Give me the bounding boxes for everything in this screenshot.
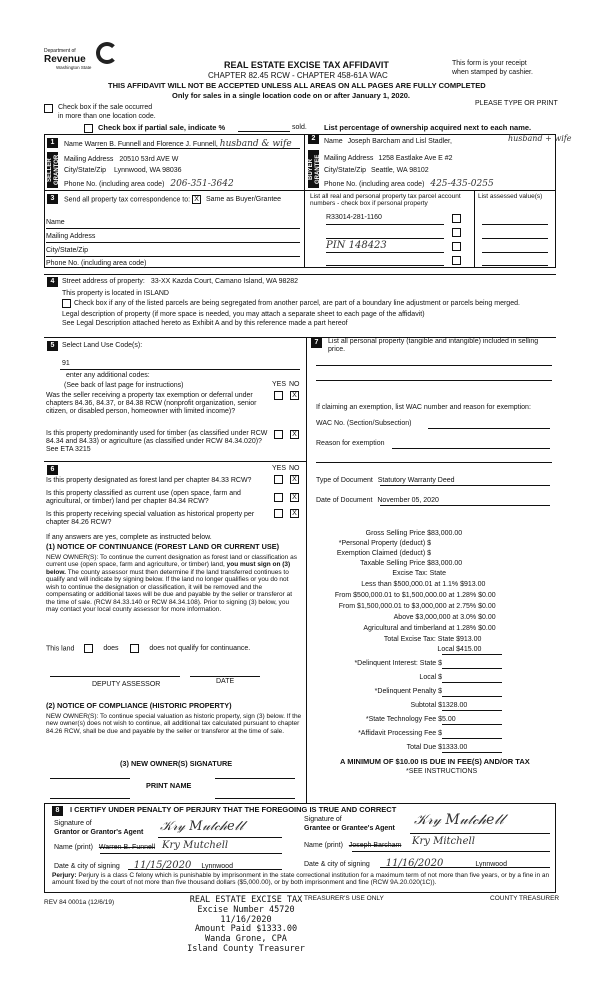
s3-city-label: City/State/Zip — [46, 247, 89, 254]
continuance-body — [46, 554, 302, 614]
section-1-number: 1 — [47, 138, 58, 148]
personal-label: *Personal Property (deduct) $ — [338, 540, 431, 547]
doc-type-value[interactable]: Statutory Warranty Deed — [377, 477, 455, 484]
warning-text: THIS AFFIDAVIT WILL NOT BE ACCEPTED UNLESS ALL AREAS ON ALL PAGES ARE FULLY COMPLETED — [108, 81, 486, 90]
grantee-sig-label-2: Grantee or Grantee's Agent — [304, 825, 395, 832]
parcels-header: List all real and personal property tax parcel account numbers - check box if personal property — [310, 193, 461, 208]
stamp-line-3: 11/16/2020 — [220, 914, 272, 925]
logo-line2: Revenue — [44, 54, 86, 65]
grantee-sig-label-1: Signature of — [304, 816, 342, 823]
local-value[interactable]: 415.00 — [460, 646, 482, 653]
tier-1-value[interactable]: 913.00 — [464, 581, 486, 588]
buyer-phone-label: Phone No. (including area code) — [324, 181, 425, 188]
section-8-number: 8 — [52, 806, 63, 816]
section-7-number: 7 — [311, 338, 322, 348]
perjury-notice — [52, 872, 552, 887]
excise-state-label: Excise Tax: State — [392, 570, 446, 577]
seller-mailing-value[interactable]: 20510 53rd AVE W — [119, 156, 179, 163]
doc-date-row — [316, 497, 439, 505]
parcel-2-personal-checkbox[interactable] — [452, 228, 461, 237]
interest-local-label: Local $ — [419, 674, 442, 681]
legal-description-label: Legal description of property (if more space is needed, you may attach a separate sheet to each page of the affidavit) — [62, 311, 425, 318]
continuance-text-b: The county assessor must then determine if the land transferred continues to qualify and will indicate by signing below. If the land no longer qualifies or you do not wish to continue the designation or classification, it will be removed and the compensating or additional taxes will be due and payable by the seller or transferor at the time of sale. (RCW 84.33.140 or RCW 84.34.108). Prior to signing (3) below, you may contact your local county assessor for more information. — [46, 568, 293, 614]
taxable-label: Taxable Selling Price $ — [360, 560, 431, 567]
logo-line3: Washington State — [56, 65, 92, 70]
buyer-mailing-label: Mailing Address — [324, 155, 374, 162]
local-label: Local $ — [437, 646, 460, 653]
same-as-buyer-checkbox[interactable]: X — [192, 195, 201, 204]
land-use-code[interactable]: 91 — [62, 360, 70, 367]
continuance-text-a: NEW OWNER(S): To continue the current designation as forest land or classification as current use (open space, farm and agriculture, or timber) land, — [46, 554, 297, 569]
partial-sale-label: Check box if partial sale, indicate % — [98, 123, 226, 132]
multi-location-label-1: Check box if the sale occurred — [58, 104, 153, 111]
doc-type-label: Type of Document — [316, 477, 373, 484]
dor-logo — [44, 40, 134, 74]
section-4-number: 4 — [47, 277, 58, 287]
land-use-label: Select Land Use Code(s): — [62, 342, 143, 349]
continuance-bold: you must sign on (3) below. — [46, 561, 291, 576]
seller-side-label: SELLER GRANTOR — [47, 152, 58, 188]
buyer-name-label: Name — [324, 138, 343, 145]
grantor-city[interactable]: Lynnwood — [201, 863, 233, 870]
grantee-print-row — [304, 842, 401, 850]
total-due-value[interactable]: 1333.00 — [442, 744, 468, 751]
assessed-values-header: List assessed value(s) — [478, 193, 543, 200]
section-5-number: 5 — [47, 341, 58, 351]
buyer-name-value[interactable]: Joseph Barcham and Lisl Stadler, — [347, 138, 452, 145]
s6-question-3: Is this property receiving special valuation as historical property per chapter 84.26 RCW? — [46, 511, 255, 527]
partial-sale-checkbox[interactable] — [84, 124, 93, 133]
seller-phone-value[interactable]: 206-351-3642 — [170, 179, 234, 189]
tech-fee-value[interactable]: 5.00 — [442, 716, 456, 723]
doc-date-value[interactable]: November 05, 2020 — [377, 497, 439, 504]
legal-description-value[interactable]: See Legal Description attached hereto as Exhibit A and by this reference made a part hereof — [62, 320, 348, 327]
does-not-label: does not qualify for continuance. — [149, 645, 251, 653]
page-title: REAL ESTATE EXCISE TAX AFFIDAVIT — [224, 60, 389, 70]
s6-q3-no-checkbox[interactable]: X — [290, 509, 299, 518]
county-treasurer-label: COUNTY TREASURER — [490, 895, 560, 902]
receipt-note-2: when stamped by cashier. — [452, 69, 533, 76]
seller-name-handwritten: husband & wife — [219, 139, 292, 149]
s5-yes-header: YES — [272, 381, 287, 388]
buyer-name-row — [324, 138, 452, 146]
grantee-date-label: Date & city of signing — [304, 861, 370, 868]
s3-mailing-label: Mailing Address — [46, 233, 96, 240]
grantee-date[interactable]: 11/16/2020 — [385, 858, 444, 869]
parcel-4-personal-checkbox[interactable] — [452, 256, 461, 265]
grantor-print-row — [54, 844, 155, 852]
tier-2-value[interactable]: 0.00 — [482, 592, 496, 599]
total-due-label: Total Due $ — [406, 744, 442, 751]
affidavit-fee-label: *Affidavit Processing Fee $ — [358, 730, 442, 737]
buyer-phone-value[interactable]: 425-435-0255 — [430, 179, 494, 189]
this-land-row — [46, 644, 250, 653]
type-or-print: PLEASE TYPE OR PRINT — [475, 100, 558, 107]
seller-city-label: City/State/Zip — [64, 167, 107, 174]
tier-4-value[interactable]: 0.00 — [482, 614, 496, 621]
grantor-sig-label-1: Signature of — [54, 820, 92, 827]
tier-2-label: From $500,000.01 to $1,500,000.00 at 1.28% $ — [334, 592, 482, 599]
grantee-name-print[interactable]: Joseph Barcham — [348, 842, 402, 849]
see-instructions: *SEE INSTRUCTIONS — [406, 768, 478, 775]
tier-1-label: Less than $500,000.01 at 1.1% $ — [361, 581, 464, 588]
seller-name-value[interactable]: Warren B. Funnell and Florence J. Funnell, — [84, 141, 218, 148]
penalty-label: *Delinquent Penalty $ — [374, 688, 442, 695]
gross-value[interactable]: 83,000.00 — [431, 530, 463, 537]
new-owner-signature-label: (3) NEW OWNER(S) SIGNATURE — [120, 759, 233, 768]
exemption-reason-label: Reason for exemption — [316, 440, 385, 447]
buyer-city-value[interactable]: Seattle, WA 98102 — [370, 167, 429, 174]
same-as-buyer-label: Same as Buyer/Grantee — [205, 196, 282, 204]
seller-city-row — [64, 167, 182, 175]
s6-q2-no-checkbox[interactable]: X — [290, 493, 299, 502]
seller-phone-row — [64, 179, 234, 189]
doc-date-label: Date of Document — [316, 497, 373, 504]
seller-city-value[interactable]: Lynnwood, WA 98036 — [113, 167, 182, 174]
interest-state-label: *Delinquent Interest: State $ — [354, 660, 442, 667]
seller-phone-label: Phone No. (including area code) — [64, 181, 165, 188]
perjury-label: Perjury: — [52, 872, 77, 879]
parcel-1-personal-checkbox[interactable] — [452, 214, 461, 223]
compliance-title: (2) NOTICE OF COMPLIANCE (HISTORIC PROPERTY) — [46, 701, 232, 710]
tax-correspondence-row — [64, 195, 281, 204]
street-address-label: Street address of property: — [62, 278, 145, 285]
doc-type-row — [316, 477, 455, 485]
total-excise-value[interactable]: 913.00 — [460, 636, 482, 643]
agri-value[interactable]: 0.00 — [482, 625, 496, 632]
buyer-phone-row — [324, 179, 494, 189]
does-label: does — [103, 645, 119, 653]
grantee-name-print-label: Name (print) — [304, 842, 343, 849]
date-label: DATE — [216, 678, 235, 685]
located-in: This property is located in ISLAND — [62, 290, 169, 297]
s5-q1-yes-checkbox[interactable] — [274, 391, 283, 400]
certify-statement: I CERTIFY UNDER PENALTY OF PERJURY THAT THE FOREGOING IS TRUE AND CORRECT — [70, 805, 397, 814]
exemption-label: If claiming an exemption, list WAC number and reason for exemption: — [316, 404, 531, 411]
buyer-name-handwritten: husband + wife — [508, 134, 572, 143]
buyer-city-label: City/State/Zip — [324, 167, 367, 174]
s6-yes-header: YES — [272, 465, 287, 472]
page-subtitle: CHAPTER 82.45 RCW - CHAPTER 458-61A WAC — [208, 71, 388, 80]
see-back-note: (See back of last page for instructions) — [64, 382, 184, 389]
section-6-number: 6 — [47, 465, 58, 475]
land-does-checkbox[interactable] — [84, 644, 93, 653]
section-2-number: 2 — [308, 134, 319, 144]
sold-label: sold. — [292, 124, 307, 131]
stamp-line-2: Excise Number 45720 — [197, 904, 295, 915]
receipt-note-1: This form is your receipt — [452, 60, 527, 67]
perjury-text: Perjury is a class C felony which is punishable by imprisonment in the state correctional institution for a maximum term of not more than five years, or by a fine in an amount fixed by the court of not more than five thousand dollars ($5,000.00), or by both imprisonment and fine (RCW 9A.20.020(1C)). — [52, 872, 550, 887]
segregation-label: Check box if any of the listed parcels are being segregated from another parcel, are part of a boundary line adjustment or parcels being merged. — [74, 300, 520, 307]
s5-question-2: Is this property predominantly used for timber (as classified under RCW 84.34 and 84.33) or agriculture (as classified under RCW 84.34.020)? See ETA 3215 — [46, 430, 268, 454]
wac-label: WAC No. (Section/Subsection) — [316, 420, 412, 427]
s6-question-1: Is this property designated as forest land per chapter 84.33 RCW? — [46, 477, 252, 484]
parcel-2-handwritten[interactable]: PIN 148423 — [326, 240, 387, 251]
land-does-not-checkbox[interactable] — [130, 644, 139, 653]
stamp-line-1: REAL ESTATE EXCISE TAX — [189, 895, 303, 905]
grantor-name-print-label: Name (print) — [54, 844, 93, 851]
seller-mailing-row — [64, 156, 178, 164]
treasurers-use-label: TREASURER'S USE ONLY — [304, 895, 384, 902]
buyer-city-row — [324, 167, 429, 175]
s5-question-1: Was the seller receiving a property tax exemption or deferral under chapters 84.36, 84.37, or 84.38 RCW (nonprofit organization, senior citizen, or disabled person, homeowner with limited income)? — [46, 392, 257, 416]
continuance-title: (1) NOTICE OF CONTINUANCE (FOREST LAND OR CURRENT USE) — [46, 542, 280, 551]
form-number: REV 84 0001a (12/6/19) — [44, 899, 115, 906]
total-excise-label: Total Excise Tax: State $ — [383, 636, 460, 643]
subtotal-value[interactable]: 1328.00 — [442, 702, 468, 709]
seller-mailing-label: Mailing Address — [64, 156, 114, 163]
tier-3-value[interactable]: 0.00 — [482, 603, 496, 610]
grantor-date-label: Date & city of signing — [54, 863, 120, 870]
grantee-signature[interactable]: 𝒦𝓇𝓎 𝑀𝓊𝓉𝒸𝒽𝑒𝓁𝓁 — [414, 812, 504, 828]
s6-q2-yes-checkbox[interactable] — [274, 493, 283, 502]
compliance-body: NEW OWNER(S): To continue special valuation as historic property, sign (3) below. If the new owner(s) does not wish to continue, all additional tax calculated pursuant to chapter 84.26 RCW, shall be due and payable by the seller or transferor at the time of sale. — [46, 713, 302, 735]
agri-label: Agricultural and timberland at 1.28% $ — [363, 625, 482, 632]
s6-q1-no-checkbox[interactable]: X — [290, 475, 299, 484]
s6-q3-yes-checkbox[interactable] — [274, 509, 283, 518]
deputy-assessor-label: DEPUTY ASSESSOR — [92, 681, 161, 688]
exemption-claimed-label: Exemption Claimed (deduct) $ — [336, 550, 431, 557]
grantor-signature[interactable]: 𝒦𝓇𝓎 𝑀𝓊𝓉𝒸𝒽𝑒𝓁𝓁 — [160, 819, 244, 834]
minimum-due-note: A MINIMUM OF $10.00 IS DUE IN FEE(S) AND/OR TAX — [340, 757, 530, 766]
print-name-label: PRINT NAME — [146, 781, 192, 790]
parcel-3-personal-checkbox[interactable] — [452, 242, 461, 251]
s6-no-header: NO — [289, 465, 300, 472]
street-address-row — [62, 278, 298, 286]
section-3-number: 3 — [47, 194, 58, 204]
s6-q1-yes-checkbox[interactable] — [274, 475, 283, 484]
send-correspondence-label: Send all property tax correspondence to: — [64, 196, 191, 204]
additional-codes-label: enter any additional codes: — [66, 372, 150, 379]
grantee-print-handwritten: Kry Mitchell — [412, 836, 475, 847]
logo-line1: Department of — [44, 48, 76, 54]
buyer-side-label: BUYER GRANTEE — [308, 150, 319, 188]
seller-name-label: Name — [64, 141, 83, 148]
s5-no-header: NO — [289, 381, 300, 388]
stamp-line-5: Wanda Grone, CPA — [205, 934, 287, 945]
tier-3-label: From $1,500,000.01 to $3,000,000 at 2.75% $ — [338, 603, 482, 610]
s3-name-label: Name — [46, 219, 65, 226]
tier-4-label: Above $3,000,000 at 3.0% $ — [393, 614, 482, 621]
s3-phone-label: Phone No. (including area code) — [46, 260, 147, 267]
logo-swoosh-icon — [96, 42, 118, 64]
grantor-sig-label-2: Grantor or Grantor's Agent — [54, 829, 144, 836]
multi-location-checkbox[interactable] — [44, 104, 53, 113]
s6-note: If any answers are yes, complete as instructed below. — [46, 534, 212, 541]
treasurer-stamp — [176, 896, 316, 955]
grantor-name-print[interactable]: Warren B. Funnell — [98, 844, 156, 851]
stamp-line-6: Island County Treasurer — [187, 943, 305, 954]
taxable-value[interactable]: 83,000.00 — [431, 560, 463, 567]
subtotal-label: Subtotal $ — [410, 702, 442, 709]
street-address-value[interactable]: 33-XX Kazda Court, Camano Island, WA 98282 — [150, 278, 299, 285]
s6-question-2: Is this property classified as current use (open space, farm and agricultural, or timber) land per chapter 84.34 RCW? — [46, 490, 241, 506]
grantor-print-handwritten: Kry Mutchell — [162, 840, 229, 851]
buyer-mailing-row — [324, 155, 453, 163]
single-location-note: Only for sales in a single location code on or after January 1, 2020. — [172, 91, 410, 100]
grantor-date[interactable]: 11/15/2020 — [133, 860, 192, 871]
grantee-city[interactable]: Lynnwood — [475, 861, 507, 868]
stamp-line-4: Amount Paid $1333.00 — [194, 924, 298, 935]
parcel-1[interactable]: R33014-281-1160 — [326, 214, 382, 221]
multi-location-label-2: in more than one location code. — [58, 113, 156, 120]
this-land-label: This land — [46, 645, 75, 653]
ownership-note: List percentage of ownership acquired next to each name. — [324, 123, 532, 132]
partial-sale-pct-line[interactable] — [238, 131, 290, 132]
segregation-checkbox[interactable] — [62, 299, 71, 308]
s5-q2-yes-checkbox[interactable] — [274, 430, 283, 439]
buyer-mailing-value[interactable]: 1258 Eastlake Ave E #2 — [378, 155, 453, 162]
tech-fee-label: *State Technology Fee $ — [365, 716, 442, 723]
s5-q1-no-checkbox[interactable]: X — [290, 391, 299, 400]
personal-property-label: List all personal property (tangible and intangible) included in selling price. — [328, 338, 539, 354]
s5-q2-no-checkbox[interactable]: X — [290, 430, 299, 439]
gross-label: Gross Selling Price $ — [365, 530, 431, 537]
